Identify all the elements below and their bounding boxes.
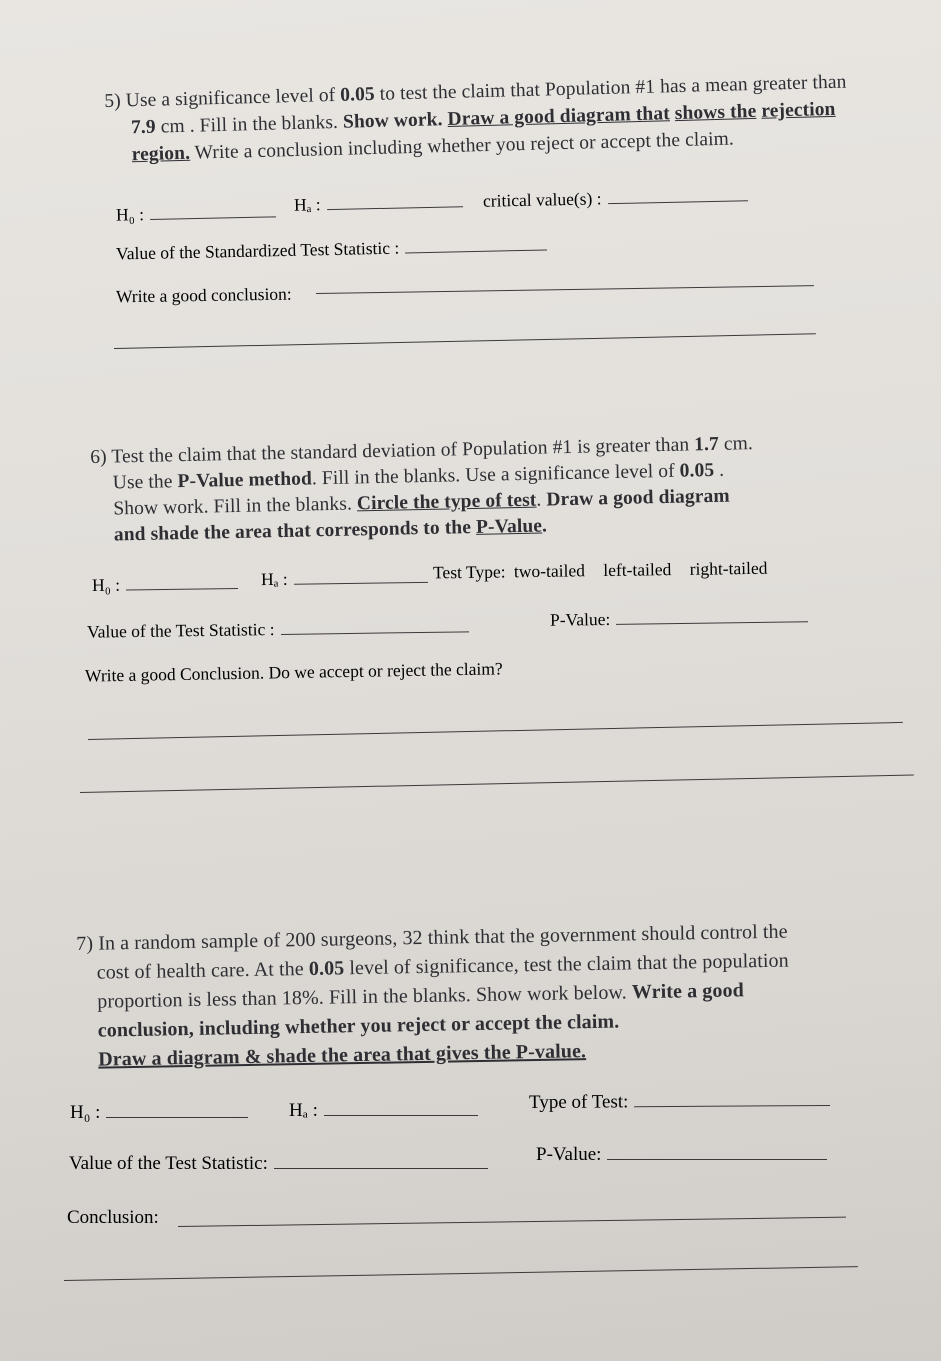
q6-h0-label: H₀ :: [91, 574, 121, 596]
q7-ha-field[interactable]: [289, 1100, 478, 1122]
problem-7: [76, 915, 918, 1075]
problem-6: [90, 429, 852, 549]
q6-ha-label: Hₐ :: [260, 568, 288, 590]
problem-6-text-line2b: . Fill in the blanks. Use a significance level of: [311, 460, 680, 490]
problem-5-shows: shows the: [674, 100, 757, 125]
q5-conclusion-field[interactable]: [116, 284, 292, 308]
problem-7-text: In a random sample of 200 surgeons, 32 think that the government should control the: [98, 920, 788, 955]
q5-conclusion-label: Write a good conclusion:: [115, 283, 292, 307]
q6-conclusion-line-1[interactable]: [88, 722, 903, 740]
problem-5-text-cont: to test the claim that Population #1 has a mean greater: [374, 72, 808, 105]
q6-test-type-label: Test Type:: [432, 561, 506, 583]
problem-7-draw-diagram: Draw a diagram & shade the area that gives the P-value.: [98, 1040, 587, 1071]
problem-6-text-line2c: .: [713, 459, 725, 481]
problem-6-dot: .: [541, 515, 548, 537]
problem-6-text-line3b: .: [536, 489, 547, 511]
q7-conclusion-field: [67, 1207, 159, 1229]
q5-conclusion-line-2[interactable]: [114, 333, 816, 349]
q6-test-type: [433, 558, 782, 584]
q6-pvalue-field[interactable]: [550, 606, 809, 631]
problem-5-text: Use a significance level of: [125, 84, 341, 112]
q6-option-left-tailed[interactable]: left-tailed: [603, 559, 672, 581]
problem-5-unit: cm . Fill in the blanks.: [155, 111, 344, 138]
problem-6-draw-diagram: Draw a good diagram: [546, 485, 730, 511]
q6-statistic-label: Value of the Test Statistic :: [86, 619, 275, 642]
q5-h0-label: H₀ :: [115, 204, 145, 225]
q6-conclusion-label: Write a good Conclusion. Do we accept or reject the claim?: [84, 658, 503, 686]
problem-6-value: 1.7: [693, 433, 720, 456]
problem-6-text-line2: Use the: [112, 471, 178, 494]
problem-5-number: 5): [104, 90, 122, 112]
problem-7-write-good: Write a good: [631, 979, 745, 1004]
q5-critical-label: critical value(s) :: [482, 188, 602, 211]
problem-5-draw-diagram: Draw a good diagram that: [447, 103, 671, 131]
q7-conclusion-label: Conclusion:: [67, 1207, 159, 1228]
q7-type-field[interactable]: [529, 1090, 831, 1114]
problem-5-show-work: Show work.: [342, 109, 443, 133]
problem-6-alpha: 0.05: [679, 459, 715, 482]
q7-conclusion-line-2[interactable]: [64, 1266, 858, 1281]
problem-6-method: P-Value method: [177, 468, 313, 493]
q6-conclusion-prompt: [85, 658, 503, 686]
q5-ha-field[interactable]: [294, 191, 463, 216]
q6-option-two-tailed[interactable]: two-tailed: [513, 560, 586, 582]
problem-5: [104, 68, 876, 169]
q6-option-right-tailed[interactable]: right-tailed: [689, 557, 768, 579]
problem-6-number: 6): [90, 446, 107, 468]
q6-conclusion-line-2[interactable]: [80, 775, 914, 793]
q6-statistic-field[interactable]: [87, 616, 469, 642]
q6-ha-field[interactable]: [261, 567, 428, 590]
q7-type-label: Type of Test:: [528, 1091, 629, 1114]
problem-7-text-line2: cost of health care. At the: [96, 957, 310, 984]
problem-5-alpha: 0.05: [339, 83, 376, 106]
q5-statistic-label: Value of the Standardized Test Statistic :: [115, 237, 400, 264]
q5-critical-field[interactable]: [483, 185, 748, 212]
q5-ha-label: Hₐ :: [293, 194, 321, 215]
q5-statistic-field[interactable]: [116, 234, 548, 264]
q7-h0-field[interactable]: [70, 1102, 248, 1124]
q6-pvalue-label: P-Value:: [549, 608, 611, 630]
q7-statistic-field[interactable]: [69, 1153, 488, 1175]
problem-6-pvalue: P-Value: [475, 515, 543, 538]
problem-5-text-line2: than: [812, 71, 847, 94]
problem-7-number: 7): [76, 932, 94, 955]
q5-h0-field[interactable]: [116, 201, 276, 225]
problem-5-text-line3: Write a conclusion including whether you reject or accept the claim.: [189, 128, 735, 164]
problem-6-circle-type: Circle the type of test: [356, 489, 537, 515]
q5-conclusion-line-1[interactable]: [316, 285, 814, 294]
problem-6-shade: and shade the area that corresponds to the: [113, 516, 477, 546]
q7-statistic-label: Value of the Test Statistic:: [69, 1153, 268, 1174]
problem-6-text-line3: Show work. Fill in the blanks.: [113, 493, 358, 520]
q7-pvalue-field[interactable]: [536, 1144, 827, 1166]
problem-5-value: 7.9: [130, 116, 157, 139]
problem-7-text-line2b: level of significance, test the claim that the population: [344, 949, 789, 980]
problem-7-alpha: 0.05: [308, 957, 345, 980]
problem-7-text-line3: proportion is less than 18%. Fill in the blanks. Show work below.: [97, 981, 633, 1013]
q7-conclusion-line-1[interactable]: [178, 1217, 846, 1227]
q7-ha-label: Hₐ :: [289, 1100, 318, 1121]
q7-pvalue-label: P-Value:: [536, 1144, 602, 1165]
problem-6-unit: cm.: [718, 433, 754, 455]
q6-h0-field[interactable]: [92, 573, 238, 596]
problem-5-rejection-region: rejection region.: [131, 98, 836, 166]
q7-h0-label: H₀ :: [70, 1102, 101, 1123]
problem-6-text: Test the claim that the standard deviation of Population #1 is greater than: [111, 434, 695, 468]
problem-7-conclusion-note: conclusion, including whether you reject or accept the claim.: [97, 1010, 620, 1042]
